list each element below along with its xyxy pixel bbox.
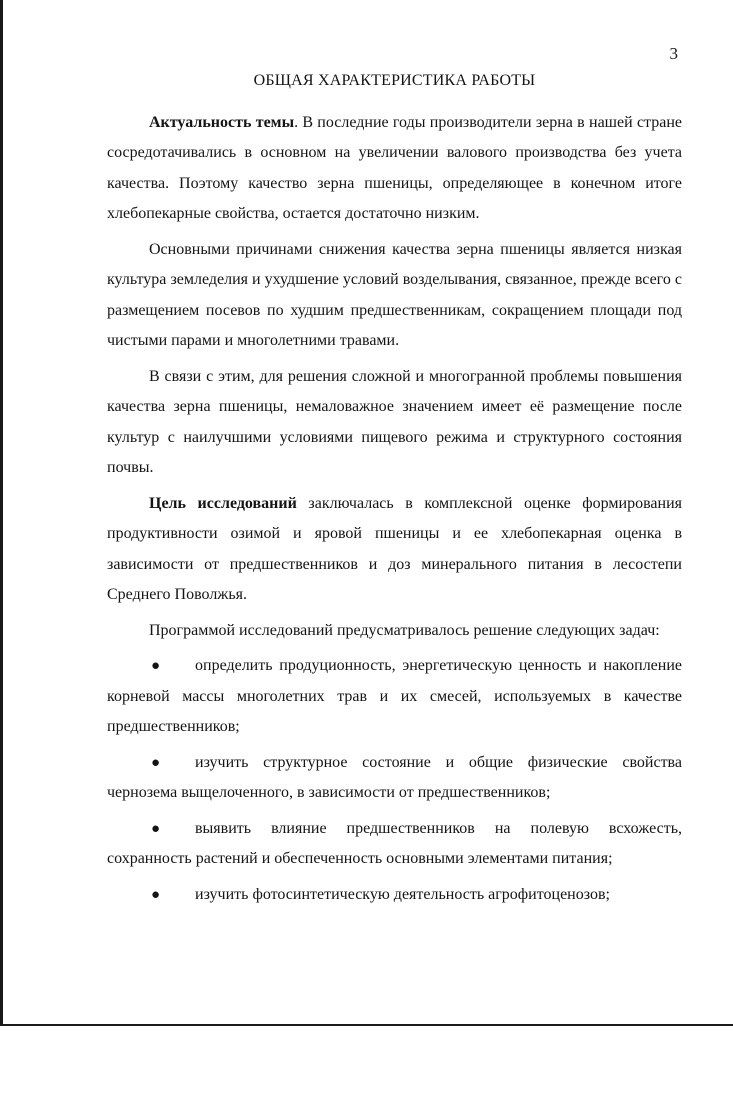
bullet-icon: ●: [151, 754, 161, 771]
list-item: [107, 880, 682, 911]
page-bottom-border: [0, 1024, 733, 1026]
list-item: [107, 651, 682, 743]
task-text: изучить фотосинтетическую деятельность агрофитоценозов;: [195, 885, 610, 903]
task-text: определить продуционность, энергетическую ценность и накопление корневой массы многолетних трав и их смесей, используемых в качестве предшественников;: [107, 657, 682, 735]
list-item: [107, 748, 682, 809]
section-title: ОБЩАЯ ХАРАКТЕРИСТИКА РАБОТЫ: [253, 72, 536, 89]
bullet-icon: ●: [151, 886, 161, 903]
task-text: изучить структурное состояние и общие физические свойства чернозема выщелоченного, в зависимости от предшественников;: [107, 753, 682, 801]
relevance-text: . В последние годы производители зерна в нашей стране сосредотачивались в основном на увеличении валового производства без учета качества. Поэтому качество зерна пшеницы, определяющее в конечном итоге хлебопекарные свойства, остается достаточно низким.: [107, 113, 682, 222]
task-text: выявить влияние предшественников на полевую всхожесть, сохранность растений и обеспеченность основными элементами питания;: [107, 819, 682, 867]
task-list: [107, 651, 682, 910]
page-number: 3: [669, 44, 678, 63]
document-body: [107, 66, 682, 915]
page-left-border: [0, 0, 3, 1025]
list-item: [107, 814, 682, 875]
relevance-label: Актуальность темы: [149, 113, 295, 131]
paragraph-program: Программой исследований предусматривалось решение следующих задач:: [149, 621, 660, 639]
goal-text: заключалась в комплексной оценке формирования продуктивности озимой и яровой пшеницы и ее хлебопекарная оценка в зависимости от предшественников и доз минерального питания в лесостепи Среднего Поволжья.: [107, 494, 683, 603]
bullet-icon: ●: [151, 658, 161, 674]
bullet-icon: ●: [151, 820, 161, 837]
paragraph-causes: Основными причинами снижения качества зерна пшеницы является низкая культура земледелия и ухудшение условий возделывания, связанное, прежде всего с размещением посевов по худшим предшественникам, сокращением площади под чистыми парами и многолетними травами.: [107, 240, 682, 349]
paragraph-context: В связи с этим, для решения сложной и многогранной проблемы повышения качества зерна пшеницы, немаловажное значением имеет её размещение после культур с наилучшими условиями пищевого режима и структурного состояния почвы.: [107, 367, 682, 476]
paragraph-relevance: [107, 108, 682, 230]
paragraph-goal: [107, 489, 682, 611]
goal-label: Цель исследований: [149, 494, 297, 512]
